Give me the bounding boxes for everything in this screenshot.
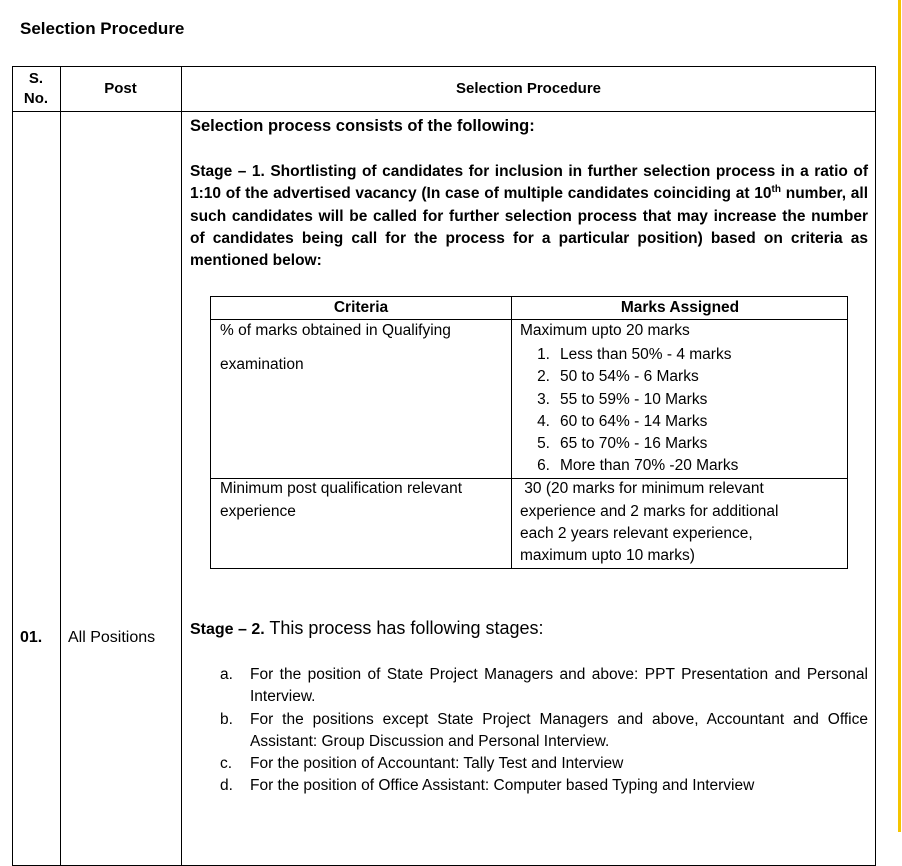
stage2-list [220, 664, 868, 798]
page-heading: Selection Procedure [20, 19, 185, 38]
header-sno: S. No. [23, 70, 49, 107]
column-divider-post [181, 67, 182, 865]
stage2-label: Stage – 2. [190, 621, 265, 638]
criteria-table [210, 296, 848, 569]
marks-experience-line4: maximum upto 10 marks) [520, 547, 695, 564]
marks-max-qualifying: Maximum upto 20 marks [520, 322, 690, 339]
intro-line: Selection process consists of the following: [190, 117, 535, 135]
stage1-tail: number, all such candidates will be called for further selection process that may increase the number of candidates being call for the process for a particular position) based on criteria as mentioned below: [190, 185, 868, 270]
criteria-column-divider [511, 297, 512, 568]
column-divider-sno [60, 67, 61, 865]
stage2-item: a. For the position of State Project Managers and above: PPT Presentation and Personal Interview. [220, 666, 868, 706]
stage1-superscript: th [771, 184, 781, 196]
marks-experience-line2: experience and 2 marks for additional [520, 503, 779, 520]
marks-experience-line1: 30 (20 marks for minimum relevant [520, 480, 764, 497]
stage2-heading [190, 618, 544, 639]
marks-list-item: 4. 60 to 64% - 14 Marks [537, 412, 708, 430]
stage1-paragraph [190, 161, 868, 272]
header-divider [13, 111, 875, 112]
marks-list-item: 5. 65 to 70% - 16 Marks [537, 435, 708, 453]
stage1-lead: Stage – 1. Shortlisting of candidates for inclusion in further selection process in a ratio of 1:10 of the advertised vacancy (In case of multiple candidates coinciding at 10 [190, 163, 868, 203]
criteria-header-divider [211, 319, 847, 320]
marks-list [520, 344, 738, 478]
criteria-row-divider [211, 478, 847, 479]
stage2-item: c. For the position of Accountant: Tally Test and Interview [220, 755, 624, 773]
criteria-header: Criteria [333, 299, 389, 316]
row-post: All Positions [68, 629, 156, 646]
marks-list-item: 6. More than 70% -20 Marks [537, 457, 739, 475]
marks-header: Marks Assigned [620, 299, 740, 316]
marks-list-item: 2. 50 to 54% - 6 Marks [537, 368, 699, 386]
criteria-qualifying-line2: examination [220, 356, 304, 373]
marks-list-item: 3. 55 to 59% - 10 Marks [537, 390, 708, 408]
marks-experience-line3: each 2 years relevant experience, [520, 525, 753, 542]
header-selection-procedure: Selection Procedure [455, 80, 602, 97]
row-serial-number: 01. [20, 629, 43, 646]
stage2-item: d. For the position of Office Assistant: Computer based Typing and Interview [220, 777, 755, 795]
criteria-experience-line2: experience [220, 503, 296, 520]
header-post: Post [104, 80, 137, 97]
marks-list-item: 1. Less than 50% - 4 marks [537, 346, 732, 363]
criteria-qualifying-line1: % of marks obtained in Qualifying [220, 322, 451, 339]
criteria-experience-line1: Minimum post qualification relevant [220, 480, 463, 497]
page-edge-accent [898, 0, 901, 832]
stage2-item: b. For the positions except State Project Managers and above, Accountant and Office Assistant: Group Discussion and Personal Interview. [220, 710, 868, 750]
stage2-text: This process has following stages: [264, 618, 544, 638]
